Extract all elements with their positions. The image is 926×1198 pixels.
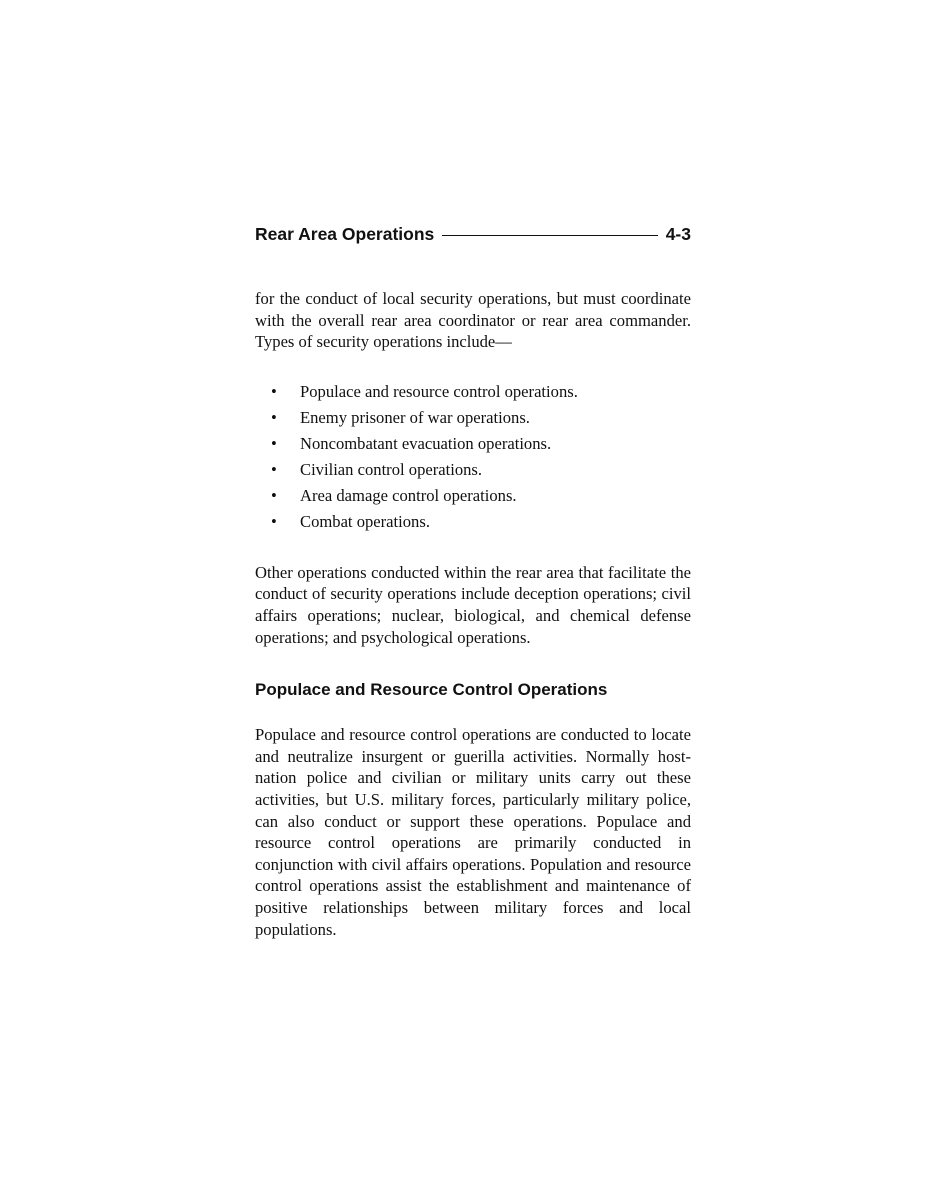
section-paragraph: Populace and resource control operations are conducted to locate and neutralize insurgent or guerilla activities. Normally host-nation police and civilian or military units carry out these activities, but U.S. military forces, particularly military police, can also conduct or support these operations. Populace and resource control operations are primarily conducted in conjunction with civil affairs operations. Population and resource control operations assist the establishment and maintenance of positive relationships between military forces and local populations.: [255, 725, 691, 939]
other-operations-paragraph: Other operations conducted within the rear area that facilitate the conduct of security operations include deception operations; civil affairs operations; nuclear, biological, and chemical defense operations; and psychological operations.: [255, 562, 691, 647]
bullet-icon: •: [271, 459, 277, 479]
list-item-text: Area damage control operations.: [300, 485, 517, 505]
page-number: 4-3: [665, 223, 691, 244]
intro-paragraph: for the conduct of local security operations, but must coordinate with the overall rear area coordinator or rear area commander. Types of security operations include—: [255, 289, 691, 352]
section-heading: Populace and Resource Control Operations: [255, 680, 608, 700]
list-item-text: Noncombatant evacuation operations.: [300, 433, 552, 453]
list-item-text: Populace and resource control operations.: [300, 381, 578, 401]
bullet-icon: •: [271, 433, 277, 453]
list-item: [255, 459, 691, 485]
list-item: [255, 433, 691, 459]
list-item: [255, 485, 691, 511]
list-item: [255, 511, 691, 537]
list-item-text: Enemy prisoner of war operations.: [300, 407, 530, 427]
security-operations-list: [255, 381, 691, 537]
list-item: [255, 407, 691, 433]
list-item-text: Combat operations.: [300, 511, 430, 531]
chapter-title: Rear Area Operations: [255, 223, 435, 244]
list-item-text: Civilian control operations.: [300, 459, 483, 479]
bullet-icon: •: [271, 381, 277, 401]
bullet-icon: •: [271, 485, 277, 505]
bullet-icon: •: [271, 511, 277, 531]
list-item: [255, 381, 691, 407]
header-rule: [442, 235, 657, 236]
bullet-icon: •: [271, 407, 277, 427]
document-page: [255, 222, 691, 940]
running-header: [255, 222, 691, 246]
